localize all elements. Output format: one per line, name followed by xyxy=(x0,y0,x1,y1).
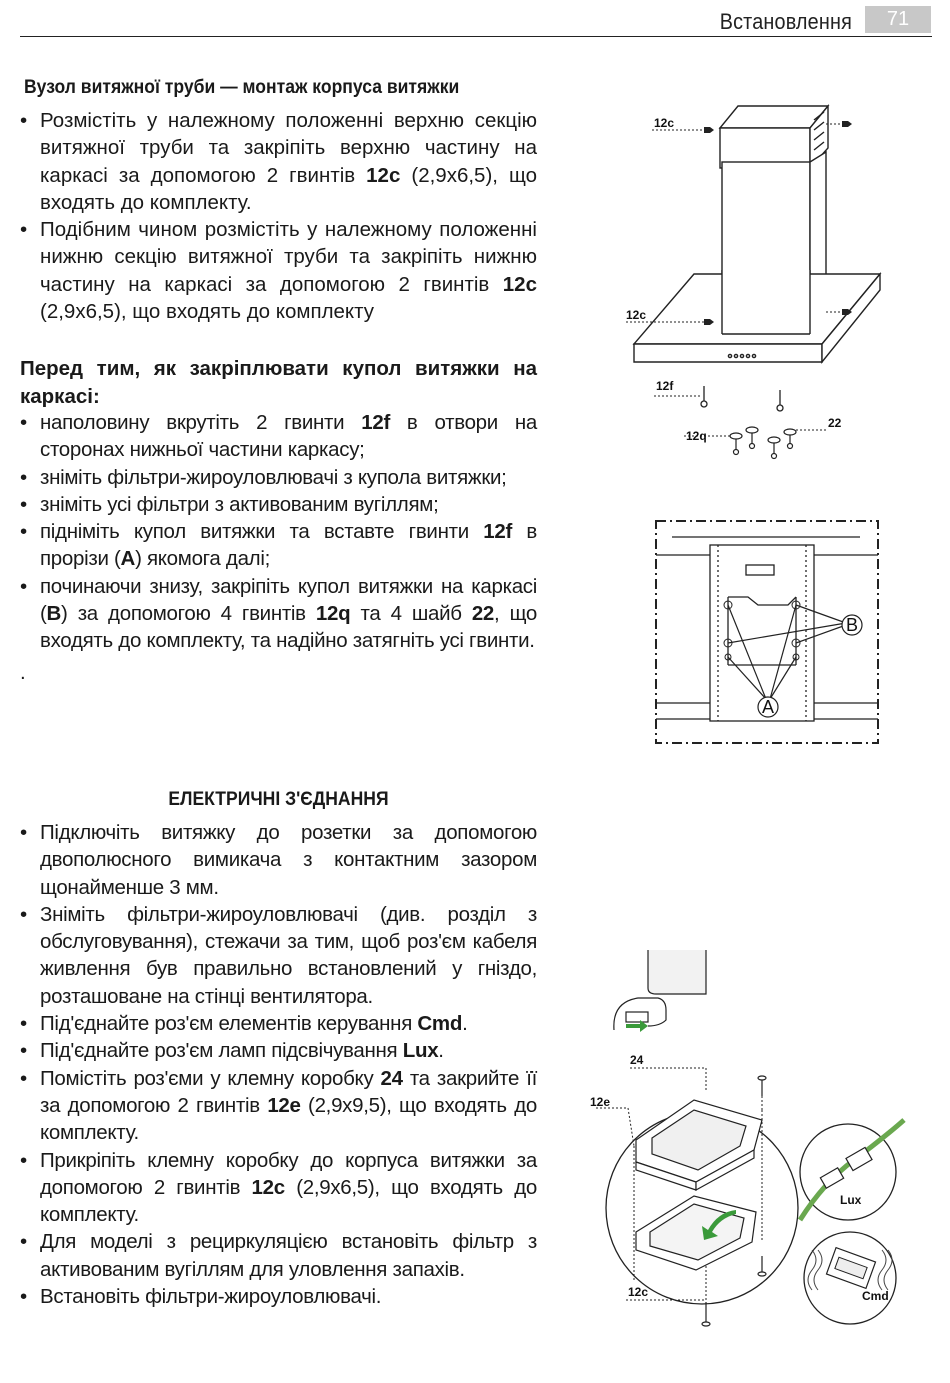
list-text: Під'єднайте роз'єм елементів керування xyxy=(40,1012,418,1036)
list-item xyxy=(20,1065,537,1147)
list-text: (2,9x6,5), що входять до комплекту xyxy=(40,300,374,324)
bold-reference: 12c xyxy=(366,163,401,187)
label-12c-top: 12c xyxy=(654,116,675,130)
bold-reference: Cmd xyxy=(417,1012,463,1036)
list-item xyxy=(20,1037,537,1064)
list-text: Підключіть витяжку до розетки за допомогою двополюсного вимикача з контактним зазором щонайменше 3 мм. xyxy=(40,821,537,899)
list-text: зніміть фільтри-жироуловлювачі з купола витяжки; xyxy=(40,465,507,489)
header-section-title: Встановлення xyxy=(719,9,852,34)
list-text: , що входять до комплекту, та надійно затягніть усі гвинти. xyxy=(40,602,538,653)
list-text: в прорізи ( xyxy=(40,520,537,571)
list-item xyxy=(20,901,537,1010)
list-text: ) за допомогою 4 гвинтів xyxy=(61,602,316,626)
bold-reference: 12c xyxy=(251,1175,285,1199)
list-text: зніміть усі фільтри з активованим вугіллям; xyxy=(40,492,439,516)
trailing-dot: . xyxy=(20,660,26,684)
list-text: Прикріпіть клемну коробку до корпуса витяжки за допомогою 2 гвинтів xyxy=(40,1148,537,1199)
header-rule xyxy=(20,36,932,37)
list-text: та 4 шайб xyxy=(350,602,472,626)
bold-reference: 12e xyxy=(267,1093,301,1117)
label-12e: 12e xyxy=(590,1095,611,1109)
list-text: . xyxy=(462,1012,468,1036)
figure-frame-detail xyxy=(648,515,888,751)
list-item xyxy=(20,409,537,464)
instruction-list xyxy=(20,409,537,655)
label-b: B xyxy=(846,615,859,635)
section-chimney-assembly xyxy=(20,76,537,325)
list-text: підніміть купол витяжки та вставте гвинти xyxy=(40,520,484,544)
instruction-list xyxy=(20,819,537,1310)
list-item xyxy=(20,107,537,216)
bold-reference: 12c xyxy=(502,272,537,296)
list-text: Подібним чином розмістіть у належному положенні нижню секцію витяжної труби та закріпіть нижню частину на каркасі за допомогою 2 гвинтів xyxy=(40,218,537,296)
bold-reference: 24 xyxy=(380,1066,403,1090)
list-item xyxy=(20,573,537,655)
list-text: Для моделі з рециркуляцією встановіть фільтр з активованим вугіллям для уловлення запахів. xyxy=(40,1230,537,1281)
list-text: (2,9x6,5), що входять до комплекту. xyxy=(40,1175,537,1227)
section-title: Вузол витяжної труби — монтаж корпуса витяжки xyxy=(24,76,460,98)
label-12q: 12q xyxy=(686,429,707,443)
section-electrical xyxy=(20,788,537,1310)
list-text: Розмістіть у належному положенні верхню секцію витяжної труби та закріпіть верхню частину на каркасі за допомогою 2 гвинтів xyxy=(40,109,537,187)
bold-reference: 12q xyxy=(315,602,351,626)
label-cmd: Cmd xyxy=(862,1289,889,1303)
bold-reference: B xyxy=(46,602,62,626)
section-title: Перед тим, як закріплювати купол витяжки на каркасі: xyxy=(20,357,537,408)
bold-reference: 12f xyxy=(483,520,512,544)
label-12c: 12c xyxy=(628,1285,649,1299)
label-12c-bottom: 12c xyxy=(626,308,647,322)
label-lux: Lux xyxy=(840,1193,862,1207)
list-item xyxy=(20,518,537,573)
list-item xyxy=(20,1147,537,1229)
label-24: 24 xyxy=(630,1053,644,1067)
list-item xyxy=(20,1010,537,1037)
figure-chimney-hood xyxy=(590,100,920,470)
instruction-list xyxy=(20,107,537,325)
list-text: . xyxy=(438,1039,444,1063)
list-item xyxy=(20,216,537,325)
section-before-fixing xyxy=(20,355,537,686)
list-text: починаючи знизу, закріпіть купол витяжки на каркасі ( xyxy=(40,574,537,626)
list-text: наполовину вкрутіть 2 гвинти xyxy=(40,411,362,434)
list-text: Зніміть фільтри-жироуловлювачі (див. розділ з обслуговування), стежачи за тим, щоб роз'єм кабеля живлення був правильно встановлений у гніздо, розташоване на стінці вентилятора. xyxy=(40,902,537,1008)
figure-electrical-connections xyxy=(586,950,926,1350)
list-text: ) якомога далі; xyxy=(135,547,270,571)
page-number: 71 xyxy=(865,6,931,33)
list-text: в отвори на сторонах нижньої частини каркасу; xyxy=(40,411,537,462)
label-22: 22 xyxy=(828,416,842,430)
list-text: Під'єднайте роз'єм ламп підсвічування xyxy=(40,1039,403,1063)
bold-reference: A xyxy=(120,547,136,571)
label-a: A xyxy=(762,697,775,717)
list-text: та закрийте її за допомогою 2 гвинтів xyxy=(40,1066,537,1117)
list-item xyxy=(20,1283,537,1310)
list-text: (2,9x9,5), що входять до комплекту. xyxy=(40,1093,537,1145)
list-item xyxy=(20,464,537,491)
list-text: Встановіть фільтри-жироуловлювачі. xyxy=(40,1285,382,1309)
list-item xyxy=(20,491,537,518)
list-text: Помістіть роз'єми у клемну коробку xyxy=(40,1066,381,1090)
list-item xyxy=(20,1228,537,1283)
bold-reference: Lux xyxy=(402,1039,439,1063)
label-12f: 12f xyxy=(656,379,674,393)
bold-reference: 12f xyxy=(361,411,390,434)
section-title: ЕЛЕКТРИЧНІ З'ЄДНАННЯ xyxy=(168,788,389,810)
list-item xyxy=(20,819,537,901)
bold-reference: 22 xyxy=(471,602,495,626)
list-text: (2,9x6,5), що входять до комплекту. xyxy=(40,163,537,214)
